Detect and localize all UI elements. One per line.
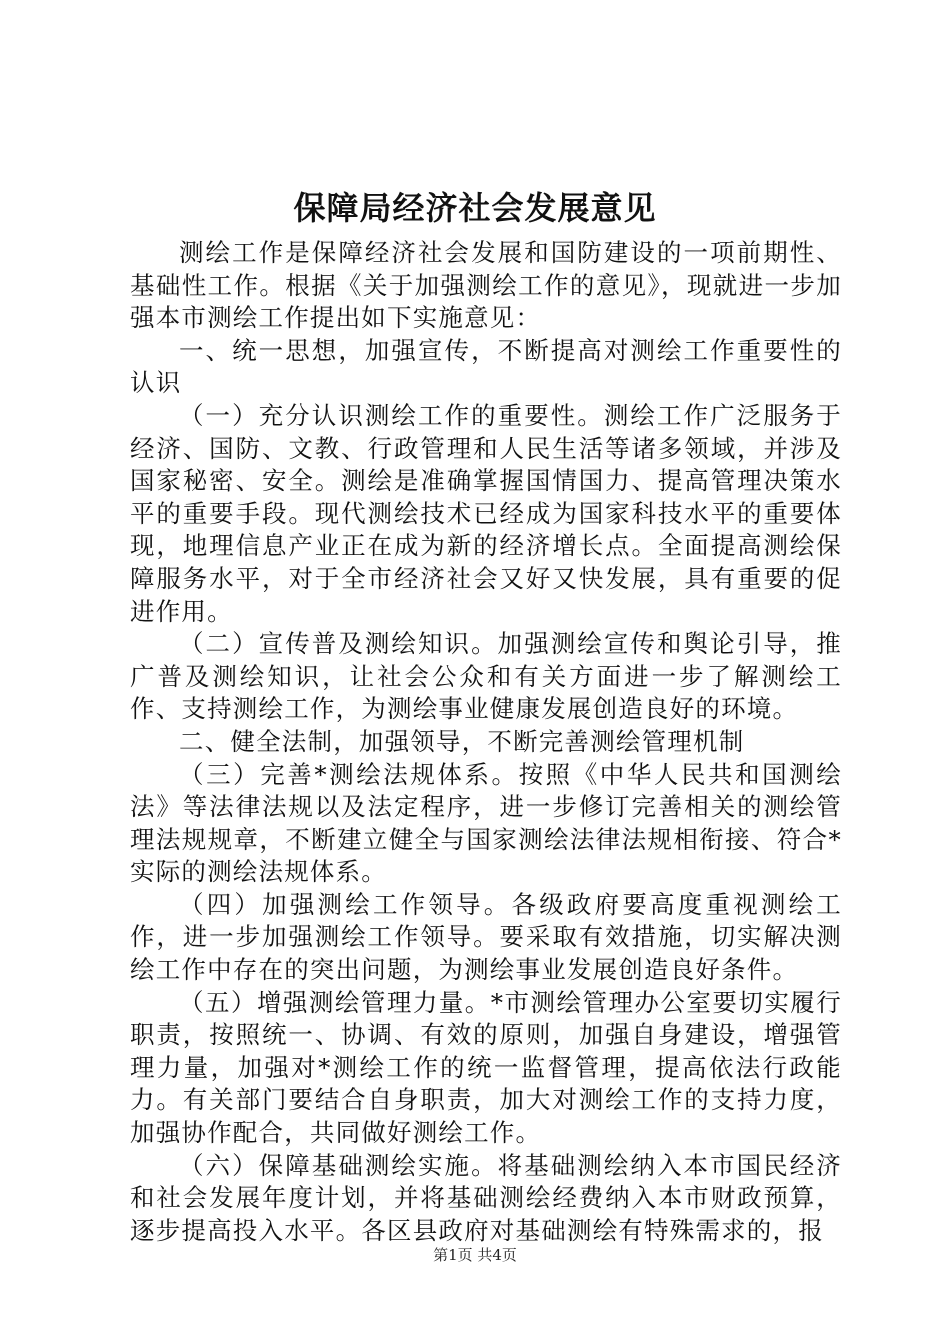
paragraph-intro: 测绘工作是保障经济社会发展和国防建设的一项前期性、基础性工作。根据《关于加强测绘工作的意见》，现就进一步加强本市测绘工作提出如下实施意见： xyxy=(130,238,842,333)
document-title: 保障局经济社会发展意见 xyxy=(293,189,657,227)
section-heading-1: 一、统一思想，加强宣传，不断提高对测绘工作重要性的认识 xyxy=(130,335,842,398)
document-body xyxy=(130,237,842,1247)
paragraph-item-4: （四）加强测绘工作领导。各级政府要高度重视测绘工作，进一步加强测绘工作领导。要采取有效措施，切实解决测绘工作中存在的突出问题，为测绘事业发展创造良好条件。 xyxy=(130,889,842,985)
paragraph-item-2: （二）宣传普及测绘知识。加强测绘宣传和舆论引导，推广普及测绘知识，让社会公众和有关方面进一步了解测绘工作、支持测绘工作，为测绘事业健康发展创造良好的环境。 xyxy=(130,629,842,724)
paragraph-item-6: （六）保障基础测绘实施。将基础测绘纳入本市国民经济和社会发展年度计划，并将基础测绘经费纳入本市财政预算，逐步提高投入水平。各区县政府对基础测绘有特殊需求的，报 xyxy=(130,1150,842,1245)
paragraph-item-3: （三）完善*测绘法规体系。按照《中华人民共和国测绘法》等法律法规以及法定程序，进一步修订完善相关的测绘管理法规规章，不断建立健全与国家测绘法律法规相衔接、符合*实际的测绘法规体系。 xyxy=(130,759,842,887)
paragraph-item-5: （五）增强测绘管理力量。*市测绘管理办公室要切实履行职责，按照统一、协调、有效的原则，加强自身建设，增强管理力量，加强对*测绘工作的统一监督管理，提高依法行政能力。有关部门要结合自身职责，加大对测绘工作的支持力度，加强协作配合，共同做好测绘工作。 xyxy=(130,987,842,1148)
section-heading-2: 二、健全法制，加强领导，不断完善测绘管理机制 xyxy=(179,726,745,756)
page-footer: 第1页 共4页 xyxy=(433,1246,517,1264)
paragraph-item-1: （一）充分认识测绘工作的重要性。测绘工作广泛服务于经济、国防、文教、行政管理和人民生活等诸多领域，并涉及国家秘密、安全。测绘是准确掌握国情国力、提高管理决策水平的重要手段。现代测绘技术已经成为国家科技水平的重要体现，地理信息产业正在成为新的经济增长点。全面提高测绘保障服务水平，对于全市经济社会又好又快发展，具有重要的促进作用。 xyxy=(130,400,842,626)
